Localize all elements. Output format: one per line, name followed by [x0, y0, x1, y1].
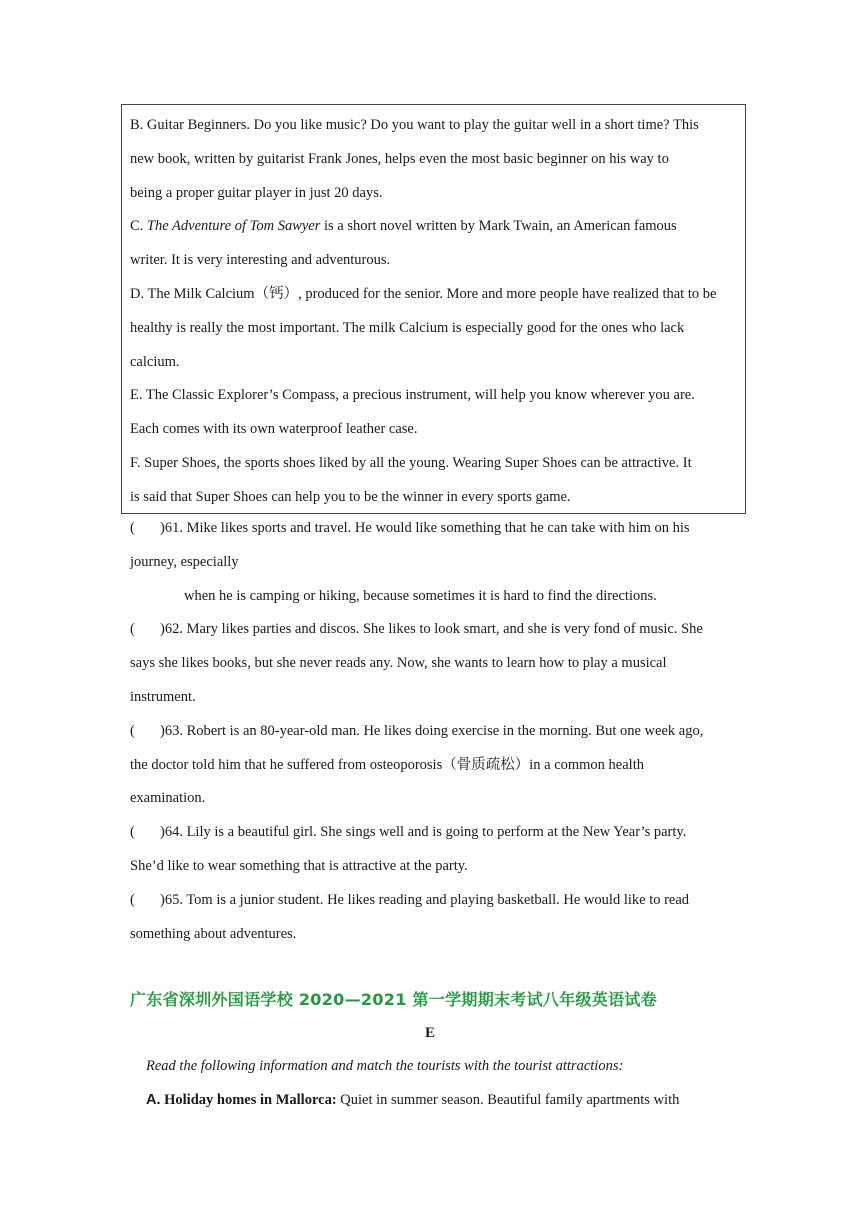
question-63-line1: ( )63. Robert is an 80-year-old man. He likes doing exercise in the morning. But one week ago, [130, 715, 730, 749]
answer-blank[interactable]: ( [130, 891, 135, 908]
option-e-line1: E. The Classic Explorer’s Compass, a precious instrument, will help you know wherever you are. [130, 387, 695, 404]
section-heading: 广东省深圳外国语学校 2020—2021 第一学期期末考试八年级英语试卷 [130, 990, 658, 1009]
option-b-line1: B. Guitar Beginners. Do you like music? Do you want to play the guitar well in a short time? This [130, 117, 699, 133]
question-61-line3: when he is camping or hiking, because sometimes it is hard to find the directions. [184, 587, 657, 604]
option-c-book-title: The Adventure of Tom Sawyer [146, 218, 321, 235]
question-64-line2: She’d like to wear something that is attractive at the party. [130, 857, 468, 874]
questions-list [130, 512, 730, 951]
question-62-line3: instrument. [130, 688, 196, 705]
option-d-line1: D. The Milk Calcium（钙）, produced for the senior. More and more people have realized that to be [130, 285, 717, 302]
question-65-line1: ( )65. Tom is a junior student. He likes reading and playing basketball. He would like to read [130, 884, 730, 918]
answer-blank[interactable]: ( [130, 520, 135, 536]
answer-blank[interactable]: ( [130, 824, 135, 841]
attraction-a-title: Holiday homes in Mallorca: [164, 1092, 337, 1108]
question-62-line2: says she likes books, but she never reads any. Now, she wants to learn how to play a musical [130, 655, 667, 672]
answer-blank[interactable]: ( [130, 722, 135, 739]
option-d-line3: calcium. [130, 353, 180, 370]
answer-blank[interactable]: ( [130, 621, 135, 638]
option-c-prefix: C. [130, 218, 147, 235]
attraction-item-a [146, 1092, 746, 1109]
option-c-line1 [130, 210, 729, 244]
question-65-line2: something about adventures. [130, 925, 297, 942]
section-letter: E [424, 1025, 435, 1041]
question-61-line2: journey, especially [130, 553, 239, 570]
option-b-line2: new book, written by guitarist Frank Jones, helps even the most basic beginner on his way to [130, 150, 669, 167]
option-c-line2: writer. It is very interesting and adventurous. [130, 252, 391, 269]
options-box [121, 104, 746, 514]
option-f-line1: F. Super Shoes, the sports shoes liked by all the young. Wearing Super Shoes can be attractive. It [130, 454, 692, 471]
section-instruction: Read the following information and match the tourists with the tourist attractions: [146, 1058, 624, 1074]
attraction-a-text: Quiet in summer season. Beautiful family apartments with [336, 1092, 680, 1108]
option-e-line2: Each comes with its own waterproof leather case. [130, 421, 418, 438]
option-f-line2: is said that Super Shoes can help you to be the winner in every sports game. [130, 488, 571, 505]
option-c-rest: is a short novel written by Mark Twain, an American famous [320, 218, 677, 235]
question-61-line1: ( )61. Mike likes sports and travel. He would like something that he can take with him on his [130, 512, 730, 546]
question-64-line1: ( )64. Lily is a beautiful girl. She sings well and is going to perform at the New Year’s party. [130, 816, 730, 850]
question-63-line3: examination. [130, 790, 206, 807]
attraction-a-letter: A. [146, 1092, 161, 1108]
option-d-line2: healthy is really the most important. The milk Calcium is especially good for the ones who lack [130, 319, 685, 336]
question-62-line1: ( )62. Mary likes parties and discos. She likes to look smart, and she is very fond of music. She [130, 613, 730, 647]
option-b-line3: being a proper guitar player in just 20 days. [130, 184, 383, 201]
question-63-line2: the doctor told him that he suffered from osteoporosis（骨质疏松）in a common health [130, 756, 644, 773]
